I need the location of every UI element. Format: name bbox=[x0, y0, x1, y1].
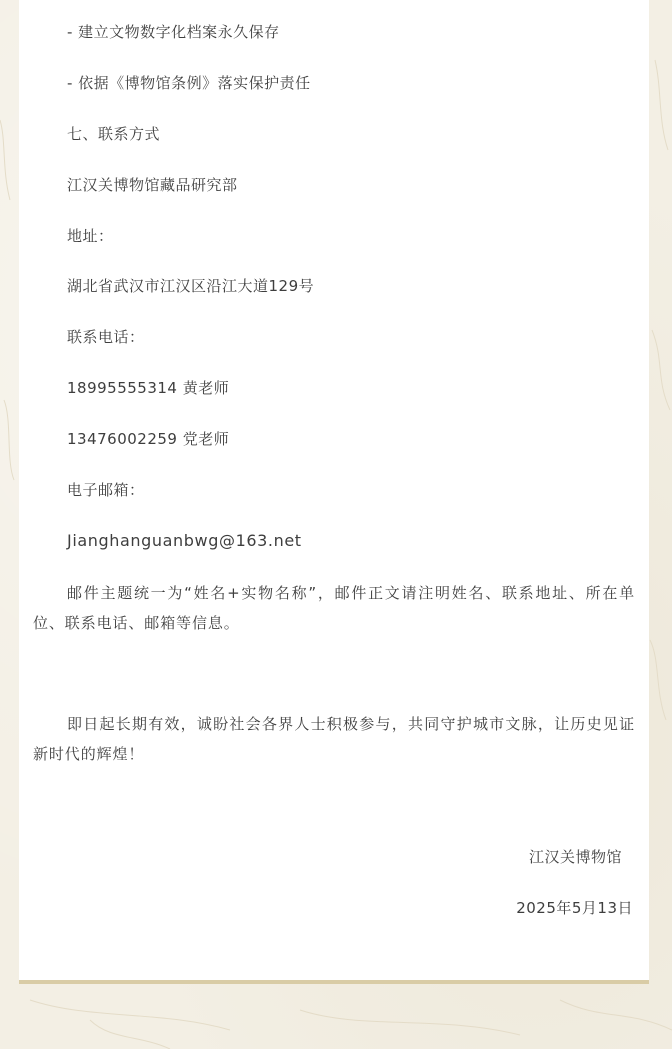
list-item-museum-regulations: - 依据《博物馆条例》落实保护责任 bbox=[67, 74, 311, 92]
email-label: 电子邮箱： bbox=[67, 481, 145, 499]
phone-contact-dang: 13476002259 党老师 bbox=[67, 430, 230, 448]
address-label: 地址： bbox=[67, 227, 114, 245]
address-value: 湖北省武汉市江汉区沿江大道129号 bbox=[67, 277, 315, 295]
closing-paragraph: 即日起长期有效，诚盼社会各界人士积极参与，共同守护城市文脉，让历史见证新时代的辉煌！ bbox=[33, 715, 635, 763]
phone-label: 联系电话： bbox=[67, 328, 145, 346]
signature-date: 2025年5月13日 bbox=[516, 899, 633, 917]
email-address: Jianghanguanbwg@163.net bbox=[67, 531, 302, 550]
signature-organization: 江汉关博物馆 bbox=[528, 848, 622, 866]
list-item-digital-archive: - 建立文物数字化档案永久保存 bbox=[67, 23, 280, 41]
phone-contact-huang: 18995555314 黄老师 bbox=[67, 379, 230, 397]
email-instructions: 邮件主题统一为“姓名+实物名称”，邮件正文请注明姓名、联系地址、所在单位、联系电话、邮箱等信息。 bbox=[33, 584, 635, 632]
article-card-bottom-border bbox=[19, 980, 649, 984]
section-heading-contact: 七、联系方式 bbox=[67, 125, 161, 143]
department-name: 江汉关博物馆藏品研究部 bbox=[67, 176, 238, 194]
